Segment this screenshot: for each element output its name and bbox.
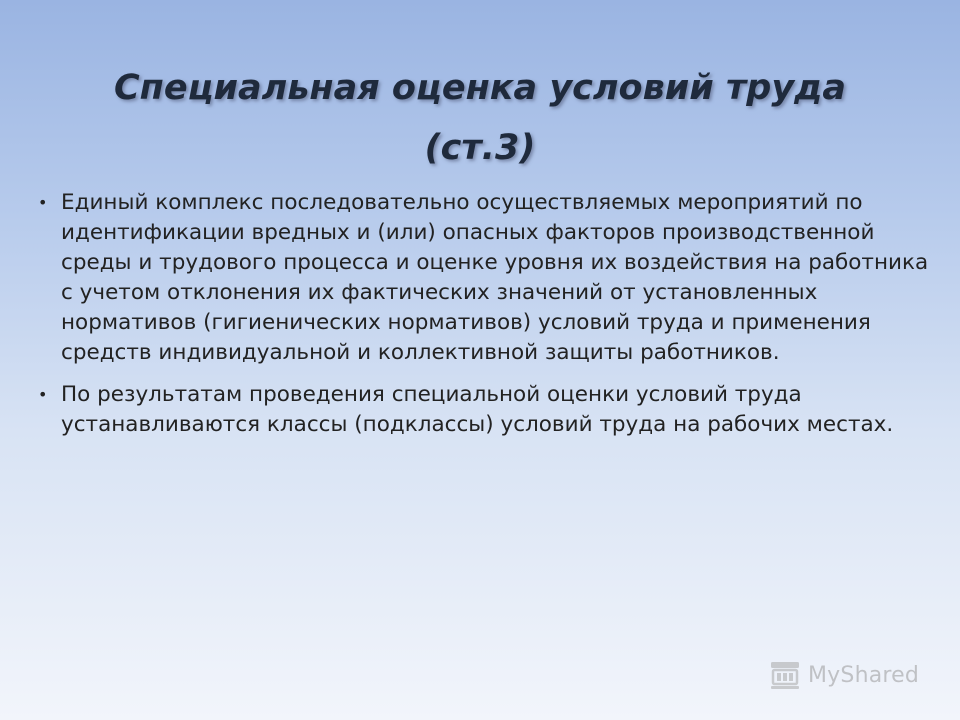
- watermark-text: MyShared: [808, 662, 920, 688]
- bullet-item-1: [38, 188, 938, 368]
- title-line-1: Специальная оценка условий труда: [113, 68, 847, 108]
- bullet-marker: •: [38, 193, 48, 212]
- slide-title: [60, 58, 900, 178]
- bullet-text: По результатам проведения специальной оценки условий труда устанавливаются классы (подклассы) условий труда на рабочих местах.: [61, 382, 894, 437]
- myshared-logo-icon: [768, 658, 802, 692]
- watermark: [768, 658, 919, 692]
- bullet-marker: •: [38, 385, 48, 404]
- bullet-text: Единый комплекс последовательно осуществляемых мероприятий по идентификации вредных и (или) опасных факторов производственной среды и трудового процесса и оценке уровня их воздействия на работника с учетом отклонения их фактических значений от установленных нормативов (гигиенических нормативов) условий труда и применения средств индивидуальной и коллективной защиты работников.: [61, 190, 929, 365]
- bullet-item-2: [38, 380, 938, 440]
- bullet-list: [38, 188, 938, 452]
- title-line-2: (ст.3): [424, 128, 536, 168]
